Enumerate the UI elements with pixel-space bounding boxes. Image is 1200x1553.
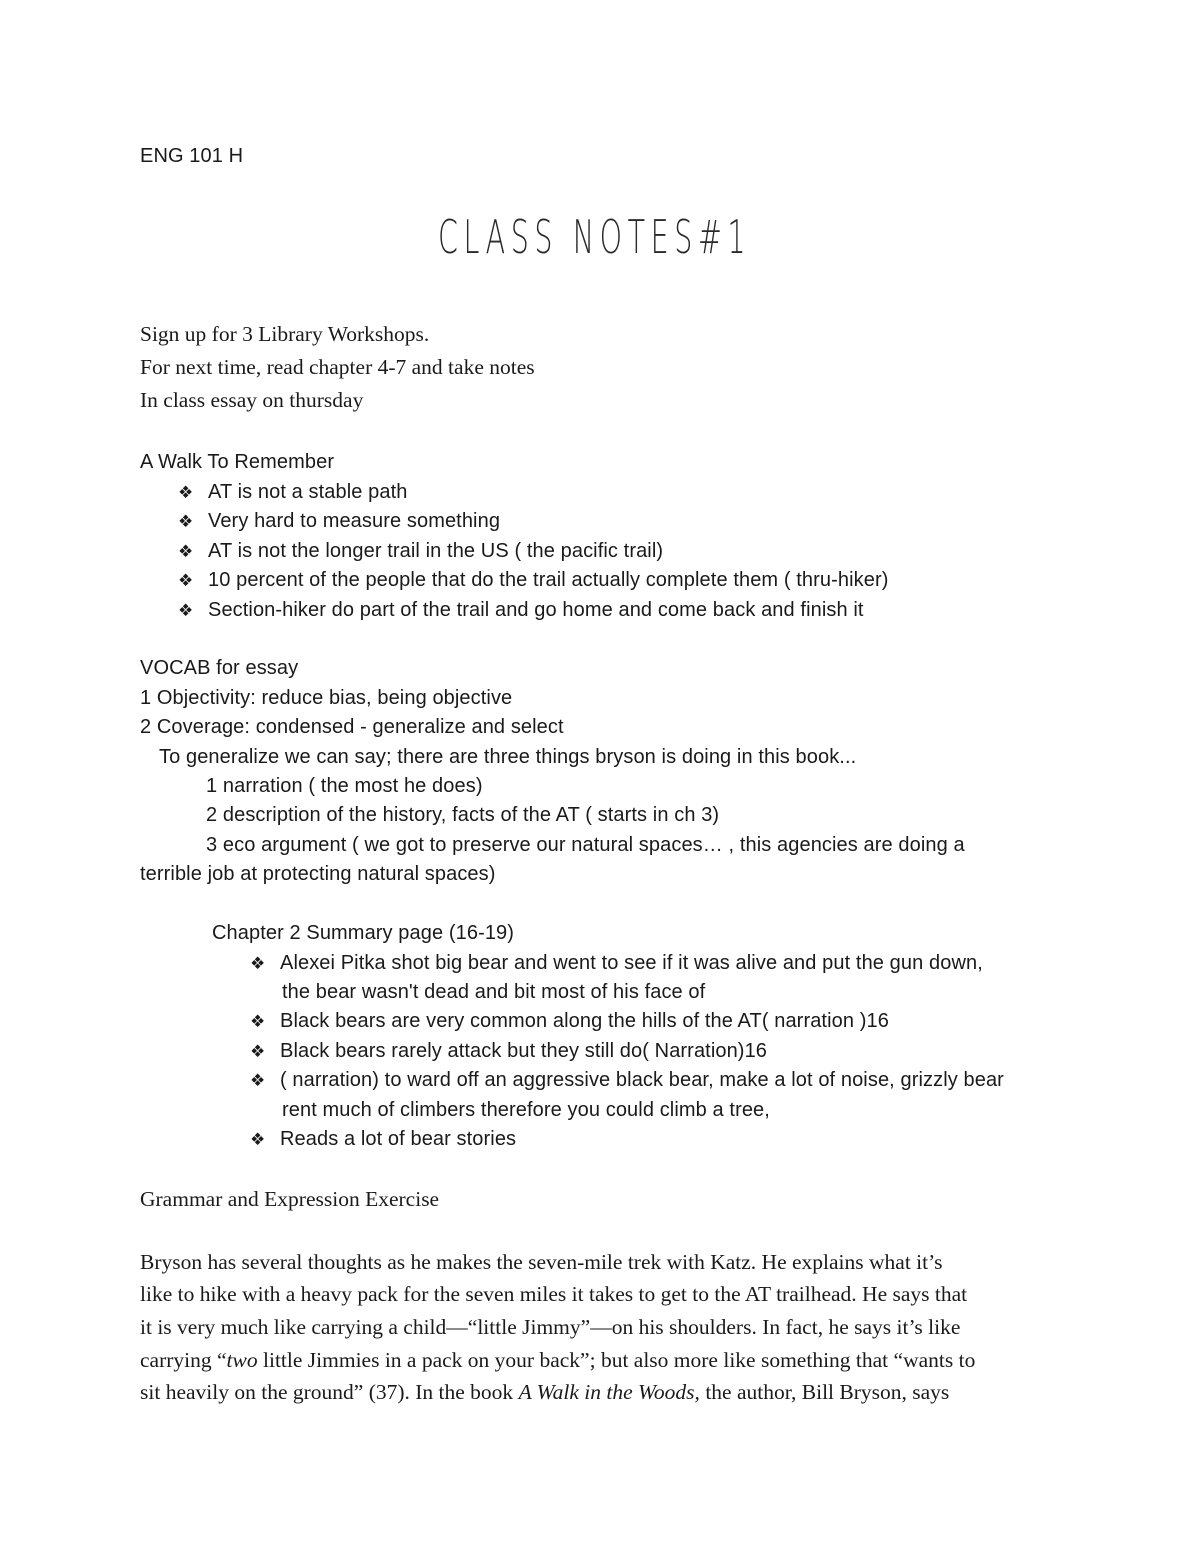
list-item: ❖ Black bears are very common along the hills of the AT( narration )16 <box>250 1010 889 1032</box>
list-item: ❖ AT is not the longer trail in the US ( the pacific trail) <box>178 540 664 562</box>
list-item: ❖ Section-hiker do part of the trail and go home and come back and finish it <box>178 599 864 621</box>
essay-line: it is very much like carrying a child—“little Jimmy”—on his shoulders. In fact, he says it’s like <box>140 1315 961 1339</box>
vocab-sub-3: 3 eco argument ( we got to preserve our natural spaces… , this agencies are doing a <box>206 834 965 856</box>
diamond-bullet-icon: ❖ <box>178 483 194 502</box>
vocab-sub-1: 1 narration ( the most he does) <box>206 775 483 797</box>
list-item: ❖ Very hard to measure something <box>178 510 501 532</box>
book-title: A Walk in the Woods, <box>518 1380 700 1404</box>
page-title: CLASS NOTES#1 <box>438 210 752 264</box>
announcement-1: Sign up for 3 Library Workshops. <box>140 322 430 346</box>
vocab-sub-2: 2 description of the history, facts of the AT ( starts in ch 3) <box>206 804 720 826</box>
diamond-bullet-icon: ❖ <box>250 1130 266 1149</box>
essay-line: Bryson has several thoughts as he makes the seven-mile trek with Katz. He explains what it’s <box>140 1250 943 1274</box>
vocab-item-1: 1 Objectivity: reduce bias, being objective <box>140 687 513 709</box>
emphasis-two: two <box>226 1348 258 1372</box>
diamond-bullet-icon: ❖ <box>250 1012 266 1031</box>
vocab-sub-3-cont: terrible job at protecting natural spaces) <box>140 863 496 885</box>
diamond-bullet-icon: ❖ <box>250 954 266 973</box>
diamond-bullet-icon: ❖ <box>178 542 194 561</box>
diamond-bullet-icon: ❖ <box>178 601 194 620</box>
vocab-heading: VOCAB for essay <box>140 657 299 679</box>
list-item: ❖ AT is not a stable path <box>178 481 408 503</box>
diamond-bullet-icon: ❖ <box>178 512 194 531</box>
list-item: ❖ Alexei Pitka shot big bear and went to see if it was alive and put the gun down, <box>250 952 983 974</box>
grammar-heading: Grammar and Expression Exercise <box>140 1187 440 1211</box>
chapter2-heading: Chapter 2 Summary page (16-19) <box>212 922 515 944</box>
essay-line: like to hike with a heavy pack for the seven miles it takes to get to the AT trailhead. He says that <box>140 1282 968 1306</box>
walk-heading: A Walk To Remember <box>140 451 335 473</box>
list-item-cont: the bear wasn't dead and bit most of his face of <box>282 981 706 1003</box>
list-item-cont: rent much of climbers therefore you could climb a tree, <box>282 1099 770 1121</box>
vocab-item-2: 2 Coverage: condensed - generalize and select <box>140 716 564 738</box>
course-code: ENG 101 H <box>140 145 244 167</box>
list-item: ❖ Black bears rarely attack but they still do( Narration)16 <box>250 1040 768 1062</box>
essay-line: carrying “two little Jimmies in a pack on your back”; but also more like something that “wants to <box>140 1348 976 1372</box>
vocab-generalize: To generalize we can say; there are three things bryson is doing in this book... <box>159 746 857 768</box>
announcement-2: For next time, read chapter 4-7 and take notes <box>140 355 535 379</box>
list-item: ❖ 10 percent of the people that do the trail actually complete them ( thru-hiker) <box>178 569 889 591</box>
diamond-bullet-icon: ❖ <box>178 571 194 590</box>
diamond-bullet-icon: ❖ <box>250 1042 266 1061</box>
list-item: ❖ Reads a lot of bear stories <box>250 1128 517 1150</box>
diamond-bullet-icon: ❖ <box>250 1071 266 1090</box>
essay-line: sit heavily on the ground” (37). In the book A Walk in the Woods, the author, Bill Bryson, says <box>140 1380 950 1404</box>
announcement-3: In class essay on thursday <box>140 388 364 412</box>
list-item: ❖ ( narration) to ward off an aggressive black bear, make a lot of noise, grizzly bear <box>250 1069 1004 1091</box>
